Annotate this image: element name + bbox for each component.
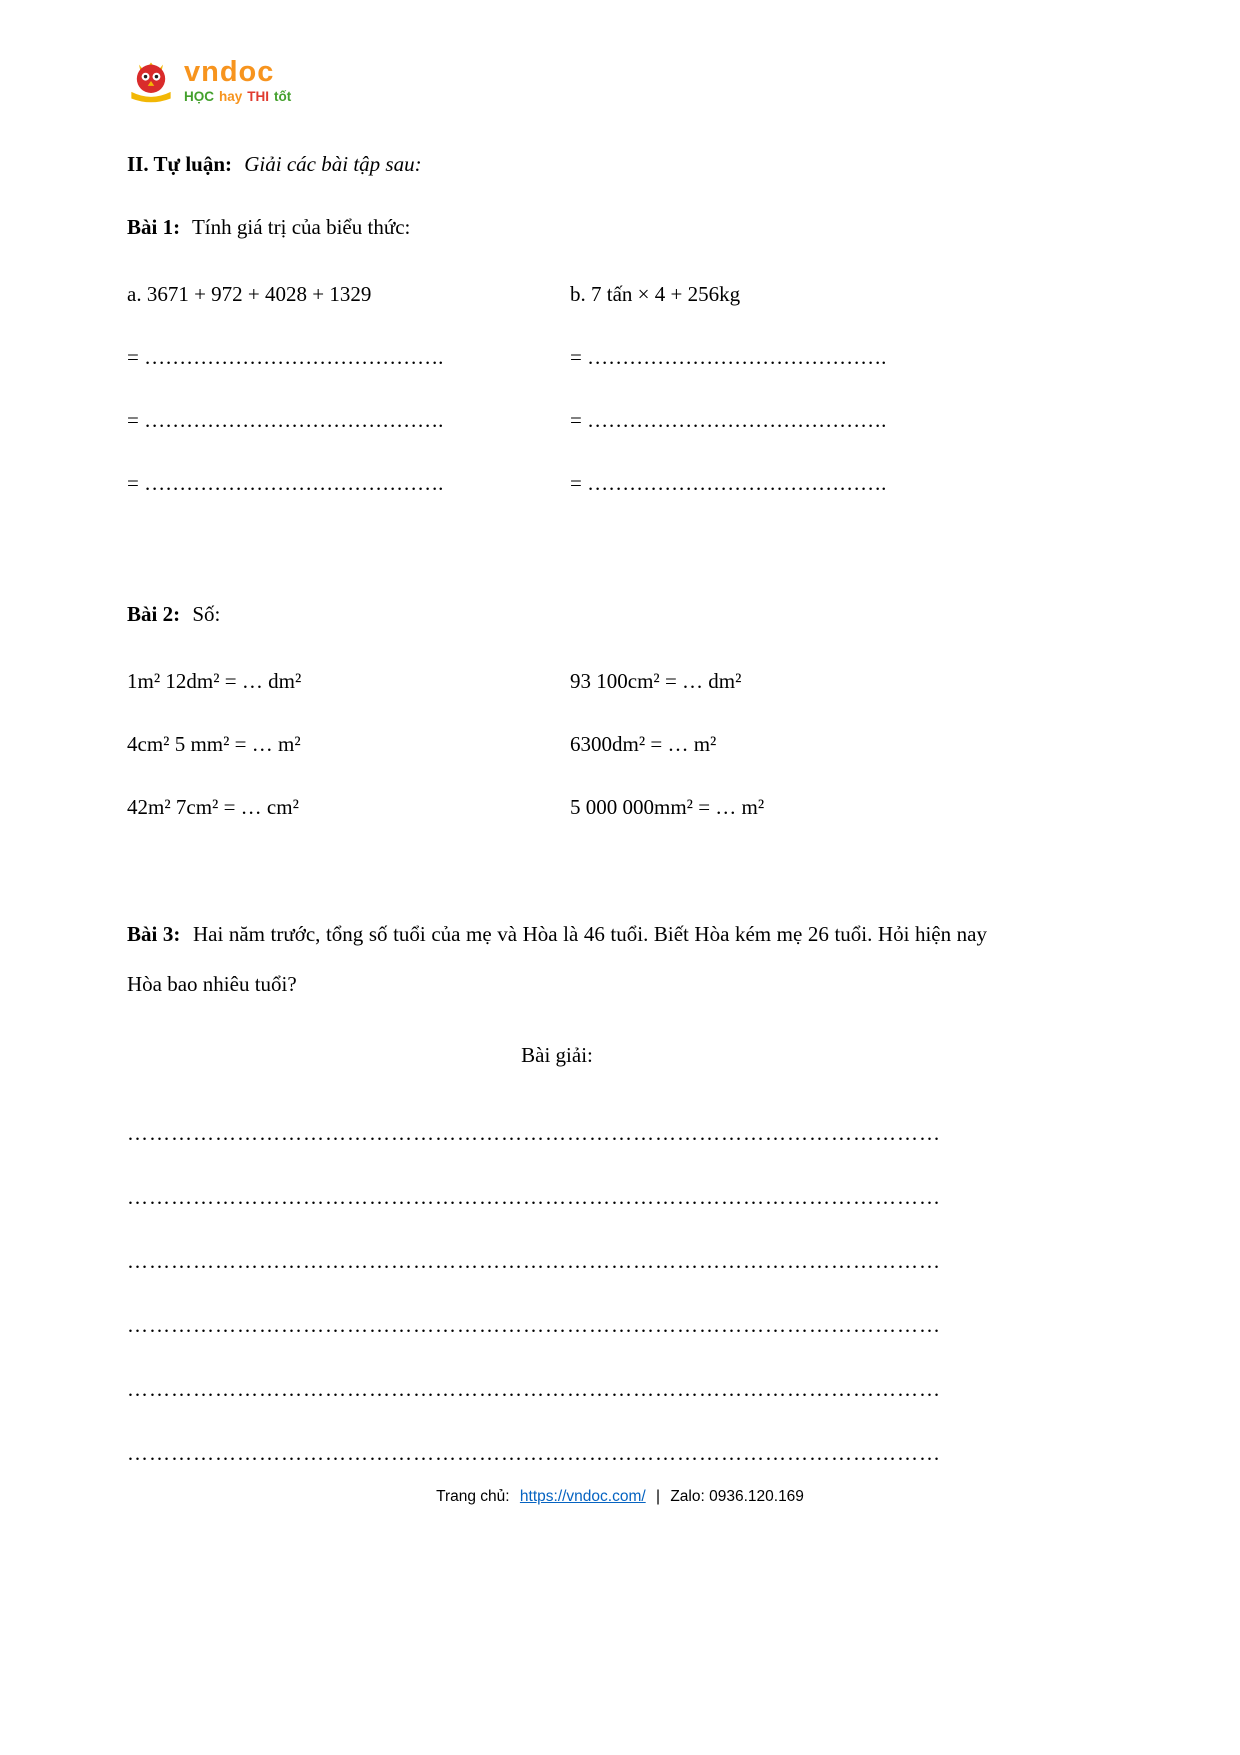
- answer-blank-line: …………………………………………………………………………………………………: [127, 1441, 941, 1465]
- section-label: II. Tự luận:: [127, 152, 233, 176]
- section-heading: [127, 149, 987, 179]
- answer-blank-line: …………………………………………………………………………………………………: [127, 1249, 941, 1273]
- bai3-text: Hai năm trước, tổng số tuổi của mẹ và Hòa là 46 tuổi. Biết Hòa kém mẹ 26 tuổi. Hỏi hiện nay Hòa bao nhiêu tuổi?: [127, 922, 987, 996]
- answer-blank-line: = …………………………………….: [127, 471, 444, 495]
- footer-home-label: Trang chủ:: [436, 1488, 510, 1505]
- bai1-heading: [127, 212, 987, 242]
- vndoc-logo-icon: [127, 58, 175, 104]
- tagline-word-tot: tốt: [274, 89, 292, 105]
- conversion-item: 4cm² 5 mm² = … m²: [127, 732, 301, 756]
- bai2-column-right: [570, 650, 987, 839]
- answer-blank-line: = …………………………………….: [127, 408, 444, 432]
- vndoc-brand: vndoc: [184, 56, 275, 89]
- tagline-word-hoc: HỌC: [184, 89, 214, 105]
- conversion-item: 5 000 000mm² = … m²: [570, 795, 765, 819]
- bai3-solution-label: Bài giải:: [521, 1043, 593, 1067]
- bai1-expression-a: a. 3671 + 972 + 4028 + 1329: [127, 282, 372, 306]
- bai3-problem: [127, 909, 987, 1009]
- footer-separator: |: [656, 1488, 661, 1505]
- bai2-title: Số:: [192, 602, 221, 626]
- vndoc-logo: [127, 58, 291, 104]
- answer-blank-line: …………………………………………………………………………………………………: [127, 1377, 941, 1401]
- vndoc-tagline: [184, 90, 291, 104]
- footer-zalo: Zalo: 0936.120.169: [670, 1488, 804, 1505]
- section-subtitle: Giải các bài tập sau:: [244, 152, 422, 176]
- bai1-column-b: [570, 263, 987, 515]
- bai2-columns: [127, 650, 987, 839]
- conversion-item: 93 100cm² = … dm²: [570, 669, 742, 693]
- answer-blank-line: = …………………………………….: [570, 408, 887, 432]
- conversion-item: 6300dm² = … m²: [570, 732, 717, 756]
- answer-blank-line: = …………………………………….: [127, 345, 444, 369]
- bai2-heading: [127, 599, 987, 629]
- bai3-label: Bài 3:: [127, 922, 181, 946]
- footer-home-link[interactable]: https://vndoc.com/: [519, 1488, 646, 1505]
- bai1-label: Bài 1:: [127, 215, 181, 239]
- conversion-item: 42m² 7cm² = … cm²: [127, 795, 299, 819]
- bai2-label: Bài 2:: [127, 602, 181, 626]
- bai3-answer-area: [127, 1101, 987, 1485]
- bai1-column-a: [127, 263, 570, 515]
- bai1-columns: [127, 263, 987, 515]
- tagline-word-thi: THI: [247, 89, 270, 105]
- conversion-item: 1m² 12dm² = … dm²: [127, 669, 302, 693]
- bai1-title: Tính giá trị của biểu thức:: [191, 215, 411, 239]
- answer-blank-line: …………………………………………………………………………………………………: [127, 1185, 941, 1209]
- answer-blank-line: = …………………………………….: [570, 471, 887, 495]
- tagline-word-hay: hay: [219, 89, 243, 105]
- page-footer: [0, 1488, 1240, 1506]
- answer-blank-line: = …………………………………….: [570, 345, 887, 369]
- bai1-expression-b: b. 7 tấn × 4 + 256kg: [570, 282, 741, 306]
- answer-blank-line: …………………………………………………………………………………………………: [127, 1121, 941, 1145]
- worksheet-content: [127, 128, 987, 1485]
- answer-blank-line: …………………………………………………………………………………………………: [127, 1313, 941, 1337]
- vndoc-logo-text: [184, 58, 291, 104]
- bai2-column-left: [127, 650, 570, 839]
